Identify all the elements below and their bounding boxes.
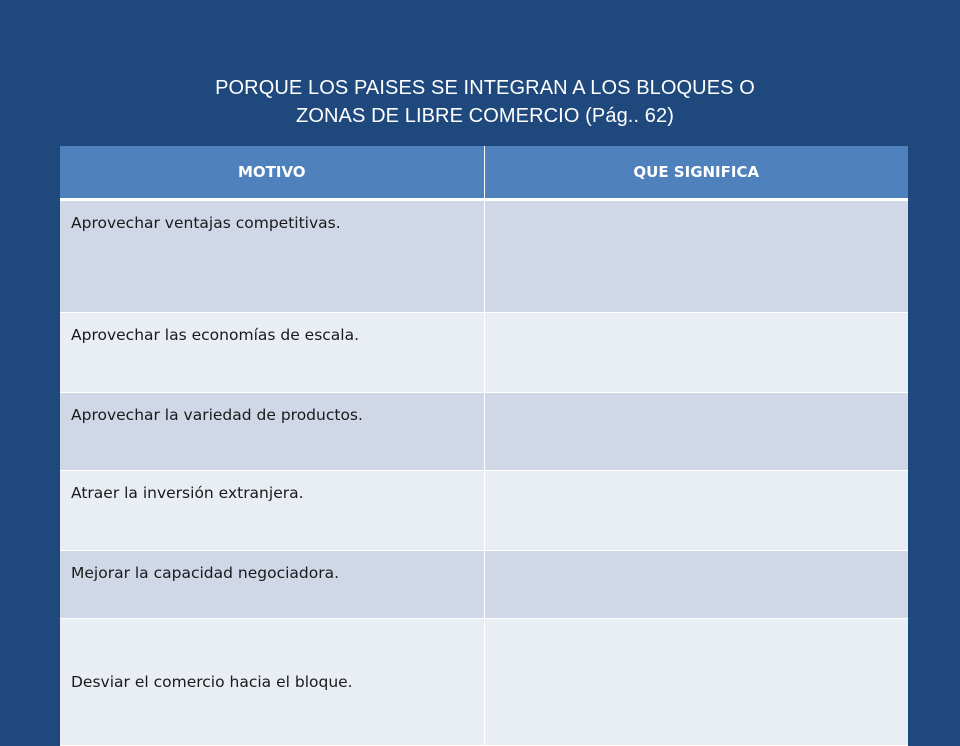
motivo-cell: Aprovechar ventajas competitivas. — [60, 200, 484, 313]
motivo-cell: Desviar el comercio hacia el bloque. — [60, 619, 484, 746]
significado-cell[interactable] — [484, 200, 908, 313]
motives-table-container — [60, 146, 908, 691]
motivo-cell: Aprovechar las economías de escala. — [60, 313, 484, 393]
table-row — [60, 313, 908, 393]
motivo-cell: Aprovechar la variedad de productos. — [60, 393, 484, 471]
motives-table — [60, 146, 908, 746]
slide-title-line-2: ZONAS DE LIBRE COMERCIO (Pág.. 62) — [296, 105, 674, 127]
table-header-row — [60, 146, 908, 200]
table-row — [60, 471, 908, 551]
table-row — [60, 393, 908, 471]
slide-title — [80, 74, 890, 130]
significado-cell[interactable] — [484, 619, 908, 746]
significado-cell[interactable] — [484, 313, 908, 393]
table-row — [60, 619, 908, 746]
column-header-que-significa: QUE SIGNIFICA — [484, 146, 908, 200]
column-header-motivo: MOTIVO — [60, 146, 484, 200]
significado-cell[interactable] — [484, 551, 908, 619]
significado-cell[interactable] — [484, 393, 908, 471]
motivo-cell: Mejorar la capacidad negociadora. — [60, 551, 484, 619]
table-row — [60, 551, 908, 619]
significado-cell[interactable] — [484, 471, 908, 551]
motivo-cell: Atraer la inversión extranjera. — [60, 471, 484, 551]
table-row — [60, 200, 908, 313]
slide-title-line-1: PORQUE LOS PAISES SE INTEGRAN A LOS BLOQUES O — [215, 77, 755, 99]
